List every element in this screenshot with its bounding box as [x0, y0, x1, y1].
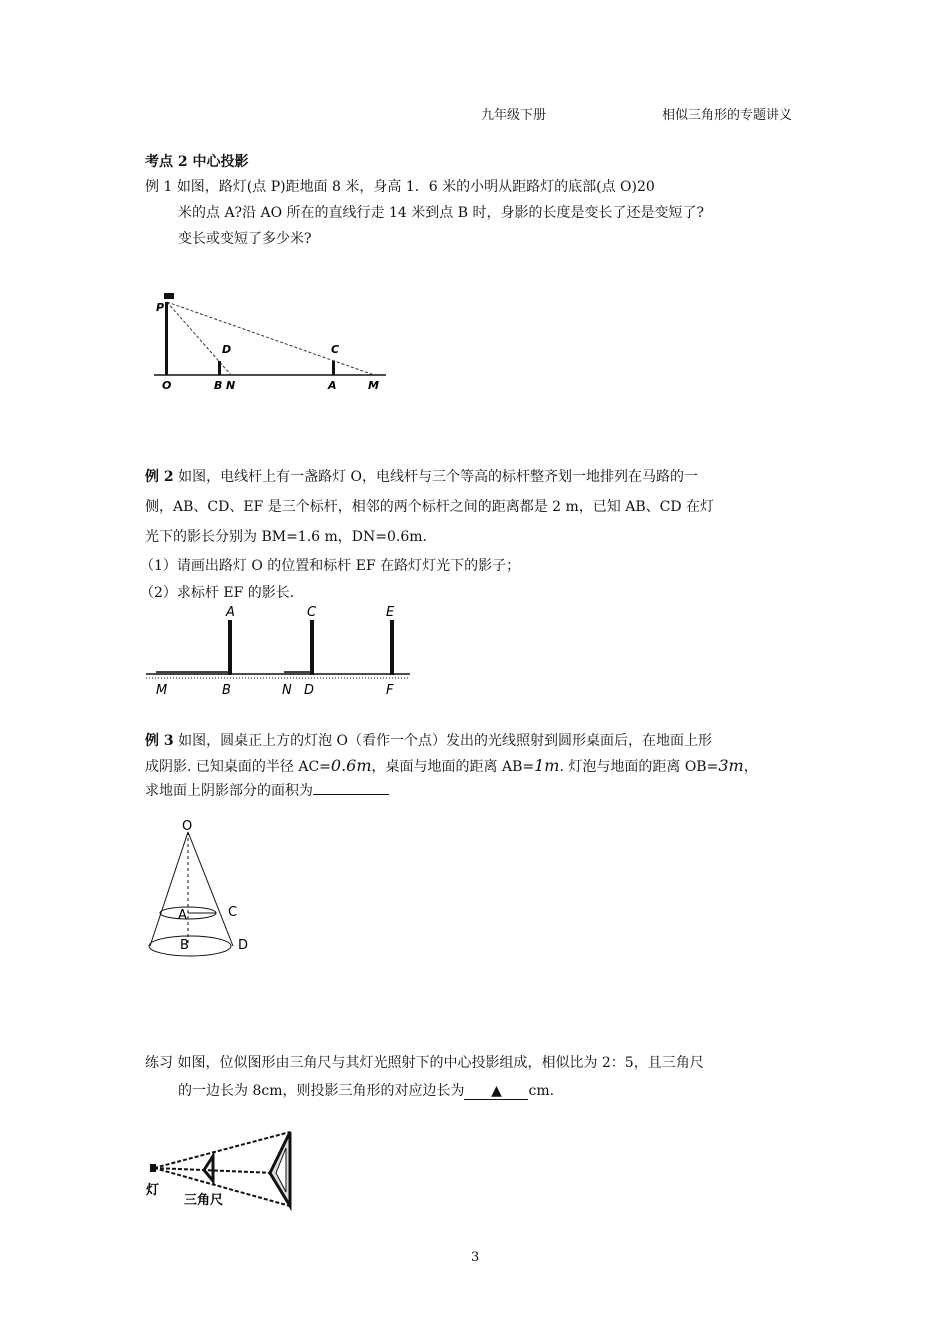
ex2-label: 例 2 — [145, 469, 174, 485]
label-b: B — [214, 379, 223, 392]
ex1-text1: 如图，路灯(点 P)距地面 8 米，身高 1．6 米的小明从距路灯的底部(点 O)20 — [176, 179, 655, 195]
label-o: O — [162, 379, 172, 392]
ex3-text3: 求地面上阴影部分的面积为 — [145, 783, 313, 799]
cone-left — [150, 832, 188, 946]
answer-triangle-icon: ▲ — [491, 1083, 502, 1099]
ex3-ob-value: 3m — [718, 756, 744, 775]
ex2-line3: 光下的影长分别为 BM=1.6 m，DN=0.6m． — [145, 529, 437, 545]
label-f: F — [386, 683, 394, 698]
practice-text1: 如图，位似图形由三角尺与其灯光照射下的中心投影组成，相似比为 2：5，且三角尺 — [177, 1055, 704, 1071]
ex3-text2e: . 灯泡与地面的距离 OB= — [559, 759, 719, 775]
ex1-line2: 米的点 A?沿 AO 所在的直线行走 14 米到点 B 时，身影的长度是变长了还是变短了? — [178, 205, 704, 221]
label-ruler: 三角尺 — [184, 1193, 224, 1208]
practice-label: 练习 — [145, 1055, 173, 1071]
shadow-bm — [156, 671, 228, 675]
ex1-figure — [140, 285, 400, 400]
label-d: D — [304, 683, 315, 698]
person-b — [218, 361, 221, 375]
label-d: D — [238, 938, 249, 953]
pole-cd — [310, 620, 314, 675]
ex1-line3: 变长或变短了多少米? — [178, 231, 312, 247]
ex3-figure — [140, 818, 260, 958]
pole-ef — [390, 620, 394, 675]
label-m: M — [156, 683, 168, 698]
ex3-line3 — [145, 780, 389, 800]
ex2-line2: 侧，AB、CD、EF 是三个标杆，相邻的两个标杆之间的距离都是 2 m，已知 AB、CD 在灯 — [145, 499, 715, 515]
ray-top — [154, 1132, 290, 1168]
label-n: N — [282, 683, 292, 698]
person-a — [332, 361, 335, 375]
ex3-text2c: ，桌面与地面的距离 AB= — [371, 759, 535, 775]
label-e: E — [386, 605, 395, 620]
practice-figure — [140, 1126, 310, 1216]
label-o: O — [182, 819, 193, 834]
label-c: C — [331, 343, 340, 356]
practice-text2a: 的一边长为 8cm，则投影三角形的对应边长为 — [178, 1083, 465, 1099]
ex2-q2: （2）求标杆 EF 的影长． — [140, 585, 304, 601]
label-a: A — [226, 605, 235, 620]
ex3-line2 — [145, 756, 758, 776]
shadow-dn — [284, 671, 312, 675]
ex3-line1 — [145, 730, 712, 750]
ruler-triangle — [204, 1156, 213, 1181]
ex3-ac-value: 0.6m — [330, 756, 372, 775]
label-b: B — [222, 683, 231, 698]
ex2-figure — [140, 598, 420, 703]
label-c: C — [307, 605, 317, 620]
label-a: A — [328, 379, 337, 392]
page-number: 3 — [471, 1250, 480, 1265]
ex3-text2a: 成阴影. 已知桌面的半径 AC= — [145, 759, 331, 775]
label-a: A — [178, 908, 187, 923]
ray-pm — [167, 302, 374, 375]
practice-line1 — [145, 1052, 704, 1072]
label-n: N — [226, 379, 236, 392]
ex2-text1: 如图，电线杆上有一盏路灯 O，电线杆与三个等高的标杆整齐划一地排列在马路的一 — [178, 469, 699, 485]
label-lamp: 灯 — [146, 1183, 160, 1198]
ex1-label: 例 1 — [145, 179, 173, 195]
ex3-ab-value: 1m — [534, 756, 560, 775]
practice-answer-blank — [464, 1083, 528, 1100]
practice-text2b: cm. — [528, 1083, 555, 1099]
ex3-answer-blank — [313, 794, 389, 795]
shadow-ellipse — [149, 936, 231, 956]
cone-right — [188, 832, 233, 946]
section-title: 考点 2 中心投影 — [145, 154, 249, 170]
practice-line2 — [178, 1080, 554, 1100]
ex3-text2g: ， — [743, 759, 758, 775]
lamp-icon — [150, 1164, 156, 1172]
pole-ab — [228, 620, 232, 675]
label-m: M — [368, 379, 379, 392]
header-grade: 九年级下册 — [481, 108, 547, 123]
ex2-line1 — [145, 466, 698, 486]
label-d: D — [222, 343, 232, 356]
label-b: B — [180, 938, 189, 953]
lamp-icon — [164, 293, 174, 299]
ex2-q1: （1）请画出路灯 O 的位置和标杆 EF 在路灯灯光下的影子； — [140, 558, 521, 574]
header-title: 相似三角形的专题讲义 — [662, 108, 793, 123]
ex3-label: 例 3 — [145, 733, 174, 749]
lamp-pole — [165, 302, 168, 375]
ex3-text1: 如图，圆桌正上方的灯泡 O（看作一个点）发出的光线照射到圆形桌面后，在地面上形 — [178, 733, 713, 749]
label-c: C — [228, 905, 238, 920]
ray-pn — [167, 302, 231, 375]
label-p: P — [156, 301, 165, 314]
ex1-line1 — [145, 176, 655, 196]
